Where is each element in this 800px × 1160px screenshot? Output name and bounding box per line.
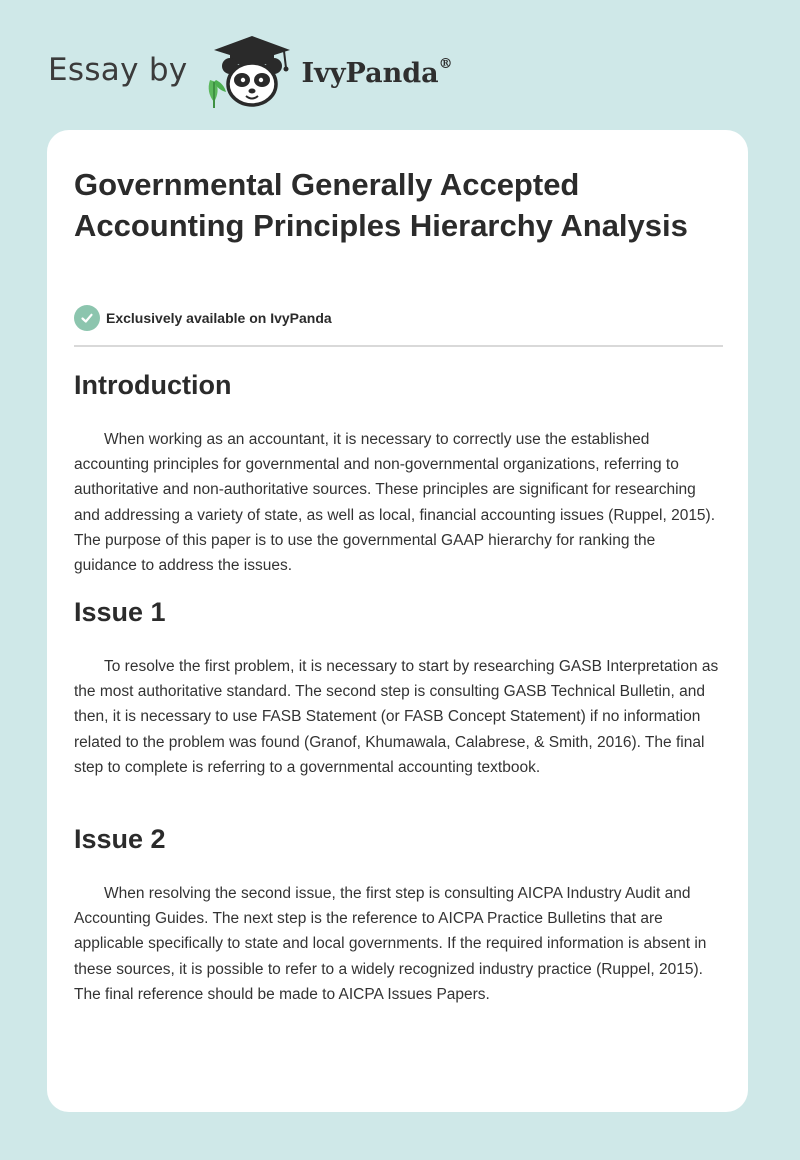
section-heading: Issue 2 [74,824,166,854]
section-paragraph: To resolve the first problem, it is necessary to start by researching GASB Interpretation as the most authoritative standard. The second step is consulting GASB Technical Bulletin, and then, it is necessary to use FASB Statement (or FASB Concept Statement) if no information related to the problem was found (Granof, Khumawala, Calabrese, & Smith, 2016). The final step to complete is referring to a governmental accounting textbook. [74,658,719,776]
exclusive-label: Exclusively available on IvyPanda [106,310,332,326]
section-heading: Introduction [74,370,232,400]
section-paragraph: When working as an accountant, it is necessary to correctly use the established accounting principles for governmental and non-governmental organizations, referring to authoritative and non-authoritative sources. These principles are significant for researching and addressing a variety of state, as well as local, financial accounting issues (Ruppel, 2015). The purpose of this paper is to use the governmental GAAP hierarchy for ranking the guidance to address the issues. [74,431,716,575]
essay-card [47,130,748,1112]
section-heading: Issue 1 [74,597,166,627]
section-introduction [74,369,720,578]
essay-by-label: Essay by [48,52,188,88]
site-header [48,30,453,110]
brand-name[interactable]: IvyPanda® [301,55,453,89]
panda-logo-icon[interactable] [204,30,298,110]
checkmark-icon [74,305,100,331]
title-divider [74,345,723,347]
section-issue-1 [74,596,720,780]
exclusive-badge [74,305,332,331]
essay-title: Governmental Generally Accepted Accounting Principles Hierarchy Analysis [74,167,688,243]
section-paragraph: When resolving the second issue, the first step is consulting AICPA Industry Audit and Accounting Guides. The next step is the reference to AICPA Practice Bulletins that are applicable specifically to state and local governments. If the required information is absent in these sources, it is possible to refer to a widely recognized industry practice (Ruppel, 2015). The final reference should be made to AICPA Issues Papers. [74,885,707,1003]
registered-mark: ® [438,55,453,72]
section-issue-2 [74,823,720,1007]
